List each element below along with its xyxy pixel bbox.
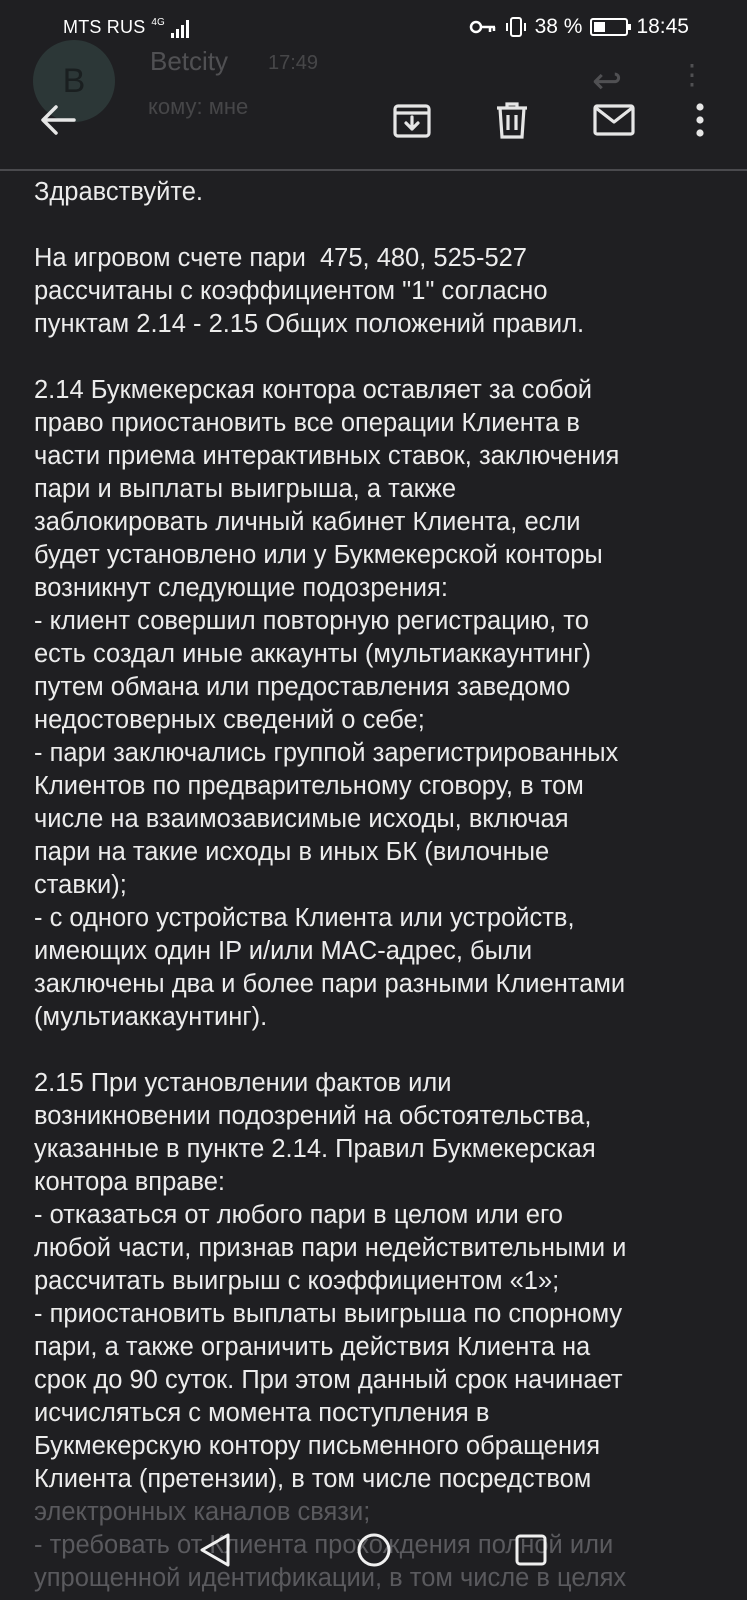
email-text-line: право приостановить все операции Клиента в bbox=[34, 409, 580, 437]
arrow-left-icon bbox=[38, 102, 78, 138]
email-text-line: рассчитать выигрыш с коэффициентом «1»; bbox=[34, 1267, 560, 1295]
email-text-line: 2.14 Букмекерская контора оставляет за собой bbox=[34, 376, 593, 404]
email-text-line: любой части, признав пари недействительными и bbox=[34, 1234, 627, 1262]
paragraph-spacer bbox=[34, 341, 724, 374]
email-text-line: На игровом счете пари 475, 480, 525-527 bbox=[34, 244, 527, 272]
email-text-line: пари, а также ограничить действия Клиента на bbox=[34, 1333, 591, 1361]
email-text-line: - приостановить выплаты выигрыша по спорному bbox=[34, 1300, 623, 1328]
email-text-line: заблокировать личный кабинет Клиента, если bbox=[34, 508, 581, 536]
toolbar-divider bbox=[0, 169, 747, 171]
trash-icon bbox=[494, 100, 530, 140]
email-text-line: Здравствуйте. bbox=[34, 178, 203, 206]
email-text-line: срок до 90 суток. При этом данный срок начинает bbox=[34, 1366, 623, 1394]
email-text-line: - пари заключались группой зарегистрированных bbox=[34, 739, 619, 767]
sender-name: Betcity bbox=[150, 46, 229, 76]
email-body bbox=[34, 176, 724, 1595]
sent-time: 17:49 bbox=[268, 52, 319, 74]
email-text-line: 2.15 При установлении фактов или bbox=[34, 1069, 452, 1097]
mail-icon bbox=[593, 103, 635, 137]
carrier-label: MTS RUS bbox=[63, 17, 146, 37]
email-text-line: упрощенной идентификации, в том числе в целях bbox=[34, 1564, 627, 1592]
email-text-line: путем обмана или предоставления заведомо bbox=[34, 673, 571, 701]
delete-button[interactable] bbox=[482, 90, 542, 150]
sender-avatar: B bbox=[33, 40, 115, 122]
nav-home-icon bbox=[354, 1530, 394, 1570]
header-more-icon: ⋮ bbox=[678, 59, 706, 90]
nav-back-button[interactable] bbox=[188, 1522, 244, 1578]
email-text-line: части приема интерактивных ставок, заключения bbox=[34, 442, 620, 470]
paragraph-spacer bbox=[34, 1034, 724, 1067]
back-button[interactable] bbox=[28, 90, 88, 150]
email-text-line: - с одного устройства Клиента или устройств, bbox=[34, 904, 575, 932]
email-text-line: исчисляться с момента поступления в bbox=[34, 1399, 490, 1427]
nav-home-button[interactable] bbox=[346, 1522, 402, 1578]
email-text-line: возникнут следующие подозрения: bbox=[34, 574, 448, 602]
email-text-line: указанные в пункте 2.14. Правил Букмекерская bbox=[34, 1135, 596, 1163]
email-text-line: рассчитаны с коэффициентом "1" согласно bbox=[34, 277, 548, 305]
battery-percent: 38 % bbox=[534, 15, 583, 38]
email-text-line: Букмекерскую контору письменного обращения bbox=[34, 1432, 601, 1460]
email-text-line: электронных каналов связи; bbox=[34, 1498, 371, 1526]
email-text-line: контора вправе: bbox=[34, 1168, 225, 1196]
reply-icon: ↩ bbox=[592, 60, 623, 101]
email-text-line: возникновении подозрений на обстоятельства, bbox=[34, 1102, 592, 1130]
email-text-line: пунктам 2.14 - 2.15 Общих положений правил. bbox=[34, 310, 585, 338]
email-text-line: - требовать от Клиента прохождения полной или bbox=[34, 1531, 614, 1559]
archive-button[interactable] bbox=[382, 90, 442, 150]
email-text-line: - клиент совершил повторную регистрацию, то bbox=[34, 607, 589, 635]
nav-back-icon bbox=[196, 1530, 236, 1570]
email-text-line: будет установлено или у Букмекерской конторы bbox=[34, 541, 603, 569]
recipient-label: кому: мне bbox=[148, 94, 249, 119]
more-options-button[interactable] bbox=[670, 90, 730, 150]
email-text-line: имеющих один IP и/или MAC-адрес, были bbox=[34, 937, 533, 965]
mark-unread-button[interactable] bbox=[584, 90, 644, 150]
archive-icon bbox=[392, 100, 432, 140]
email-text-line: недостоверных сведений о себе; bbox=[34, 706, 425, 734]
email-text-line: - отказаться от любого пари в целом или его bbox=[34, 1201, 563, 1229]
email-text-line: есть создал иные аккаунты (мультиаккаунтинг) bbox=[34, 640, 592, 668]
more-vert-icon bbox=[693, 102, 707, 138]
network-type-label: 4G bbox=[151, 17, 165, 28]
email-text-line: пари на такие исходы в иных БК (вилочные bbox=[34, 838, 550, 866]
clock: 18:45 bbox=[636, 15, 689, 38]
email-text-line: пари и выплаты выигрыша, а также bbox=[34, 475, 457, 503]
paragraph-spacer bbox=[34, 209, 724, 242]
email-text-line: (мультиаккаунтинг). bbox=[34, 1003, 268, 1031]
toolbar bbox=[0, 76, 747, 168]
email-text-line: Клиентов по предварительному сговору, в том bbox=[34, 772, 584, 800]
email-text-line: Клиента (претензии), в том числе посредством bbox=[34, 1465, 592, 1493]
email-body-lines bbox=[34, 176, 724, 1496]
nav-recents-button[interactable] bbox=[503, 1522, 559, 1578]
email-text-line: числе на взаимозависимые исходы, включая bbox=[34, 805, 569, 833]
email-text-line: заключены два и более пари разными Клиентами bbox=[34, 970, 626, 998]
email-text-line: ставки); bbox=[34, 871, 127, 899]
navigation-bar bbox=[0, 1500, 747, 1600]
nav-recents-icon bbox=[511, 1530, 551, 1570]
